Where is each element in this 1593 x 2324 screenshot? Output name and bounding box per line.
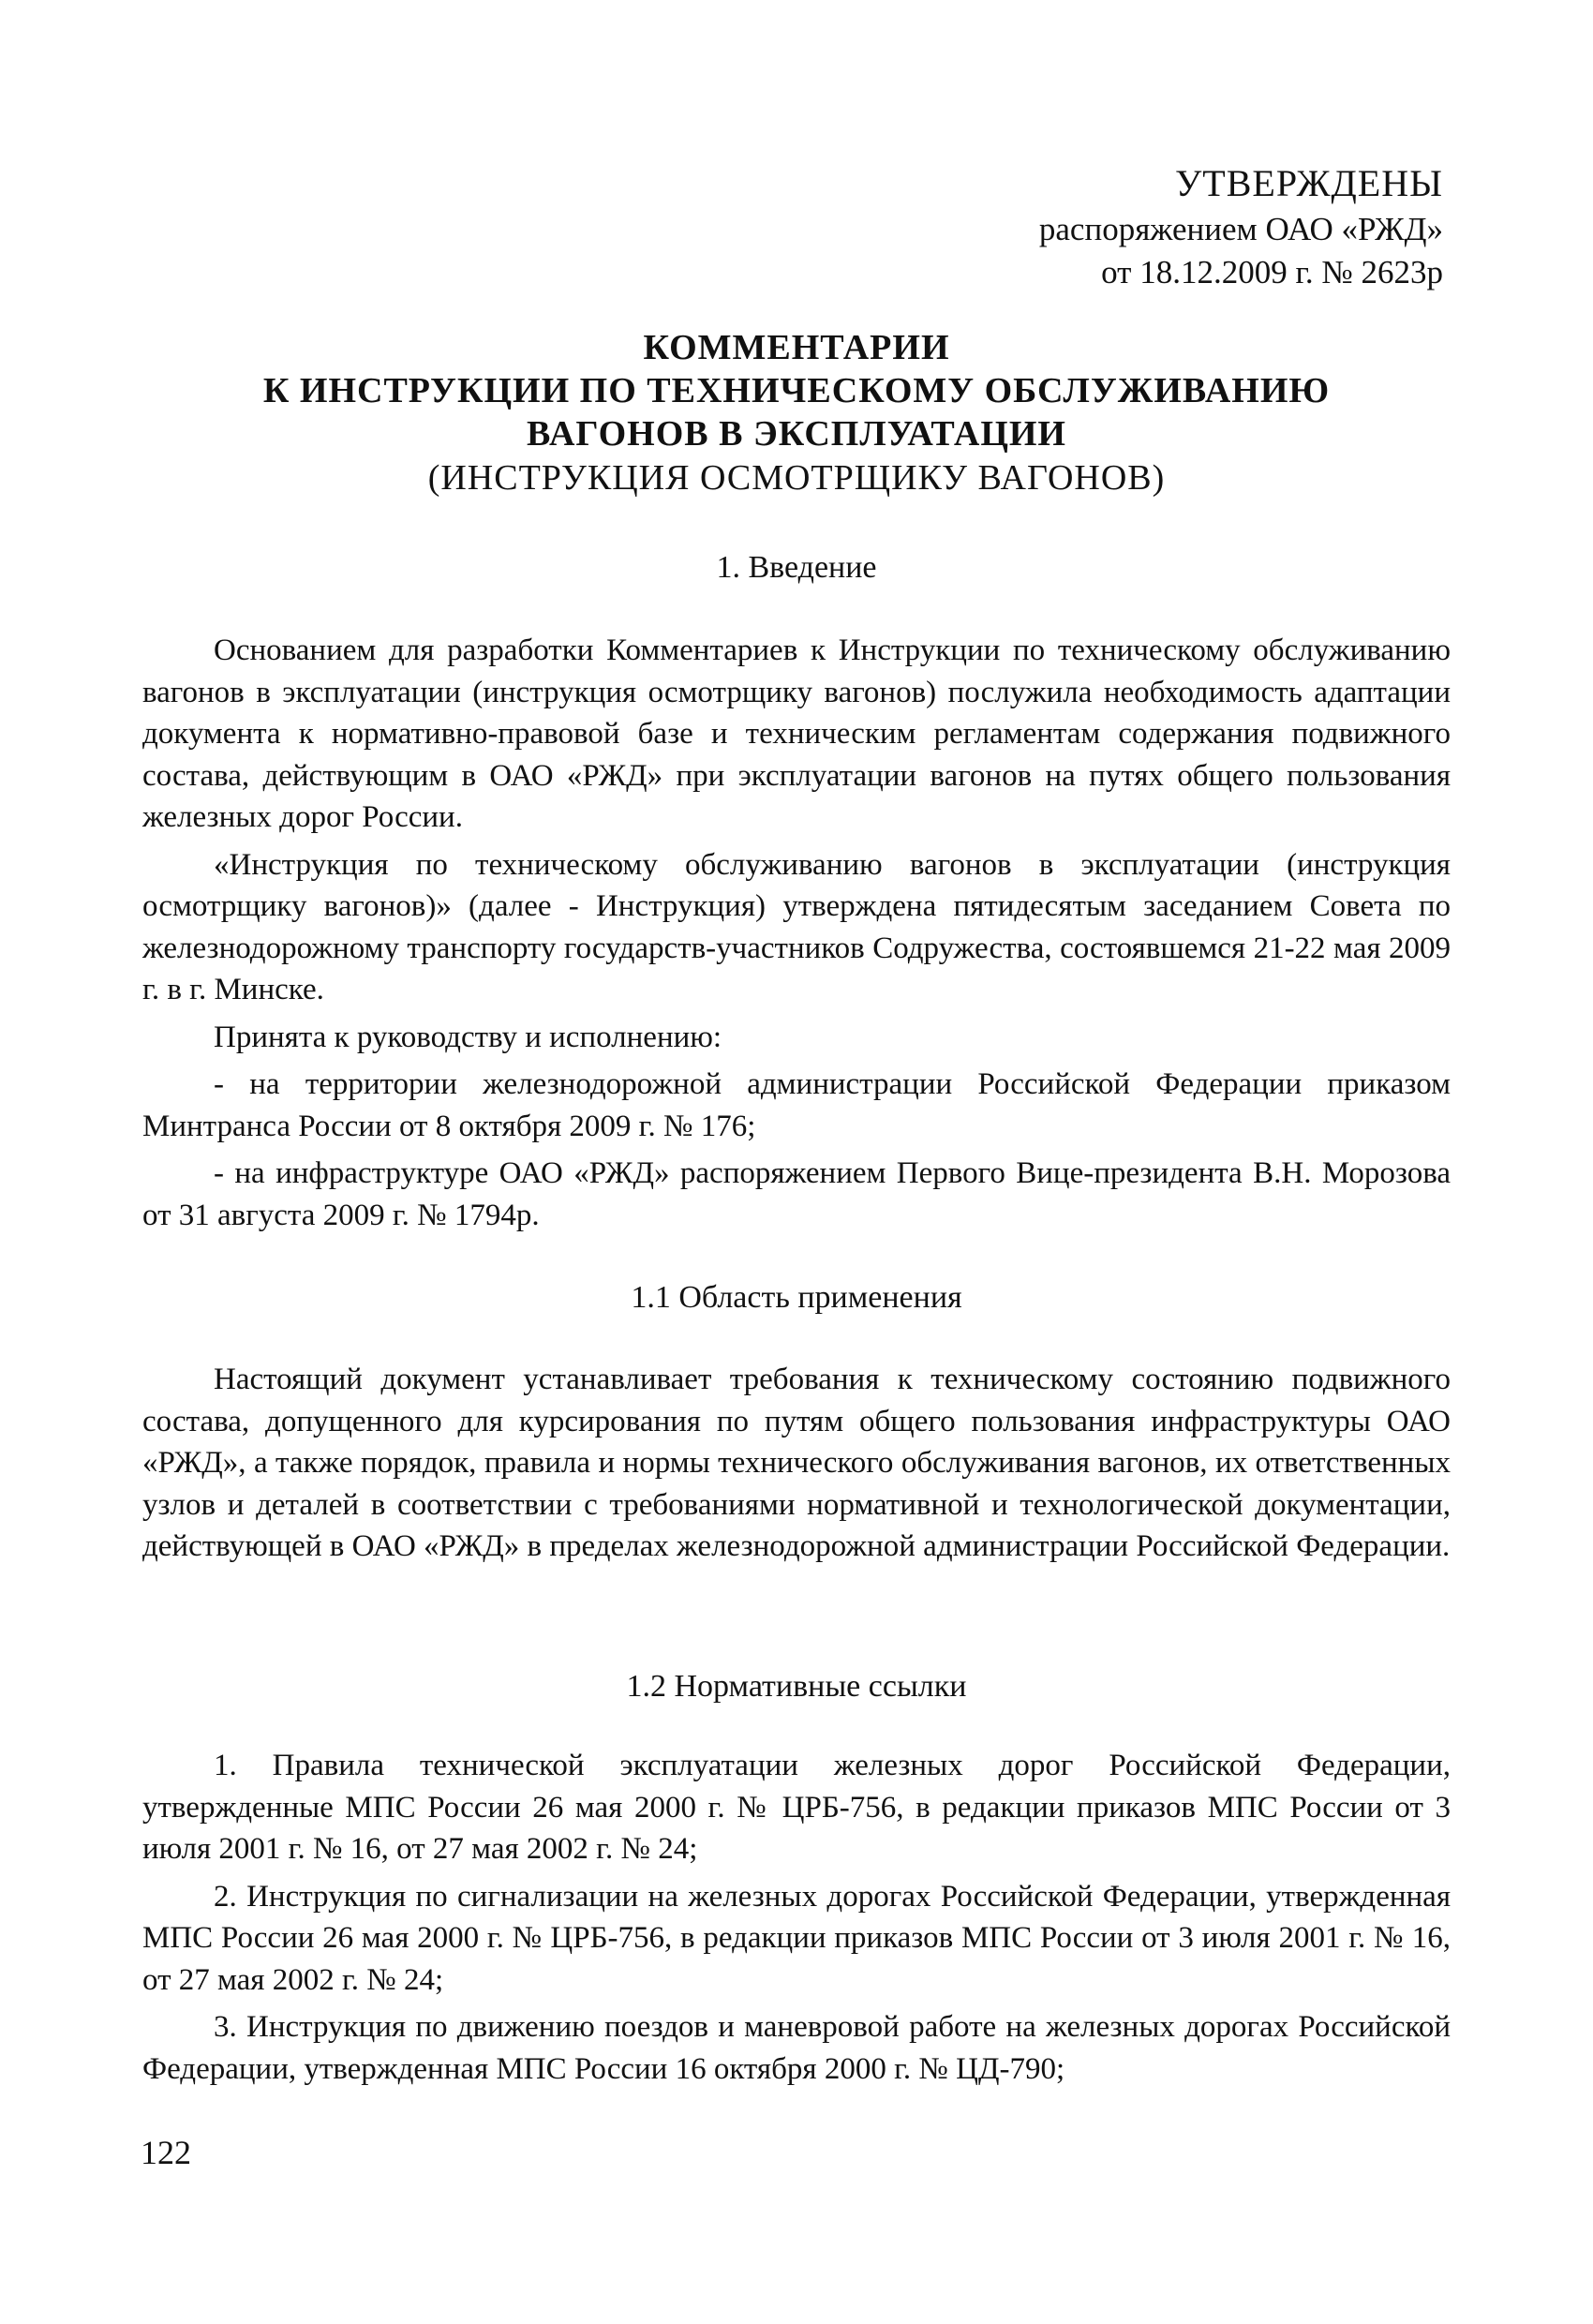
approval-stamp <box>1039 159 1443 294</box>
section-heading-references: 1.2 Нормативные ссылки <box>626 1669 967 1704</box>
paragraph: - на инфраструктуре ОАО «РЖД» распоряжением Первого Вице-президента В.Н. Морозова от 31 августа 2009 г. № 1794р. <box>142 1156 1451 1232</box>
section-heading-scope: 1.1 Область применения <box>631 1280 962 1315</box>
page-number: 122 <box>141 2134 191 2171</box>
paragraph: «Инструкция по техническому обслуживанию вагонов в эксплуатации (инструкция осмотрщику вагонов)» (далее - Инструкция) утверждена пятидесятым заседанием Совета по железнодорожному транспорту государств-участников Содружества, состоявшемся 21-22 мая 2009 г. в г. Минске. <box>142 847 1451 1006</box>
section-heading-introduction: 1. Введение <box>716 550 877 585</box>
reference-item: 2. Инструкция по сигнализации на железных дорогах Российской Федерации, утвержденная МПС России 26 мая 2000 г. № ЦРБ-756, в редакции приказов МПС России от 3 июля 2001 г. № 16, от 27 мая 2002 г. № 24; <box>142 1879 1451 1997</box>
section-references-body <box>142 1745 1451 2095</box>
title-line-1: КОММЕНТАРИИ <box>643 328 950 367</box>
approval-order: распоряжением ОАО «РЖД» <box>1038 211 1443 247</box>
reference-item: 3. Инструкция по движению поездов и маневровой работе на железных дорогах Российской Федерации, утвержденная МПС России 16 октября 2000 г. № ЦД-790; <box>142 2010 1451 2086</box>
paragraph: - на территории железнодорожной администрации Российской Федерации приказом Минтранса России от 8 октября 2009 г. № 176; <box>142 1067 1451 1143</box>
title-line-3: ВАГОНОВ В ЭКСПЛУАТАЦИИ <box>527 414 1066 454</box>
section-scope-body <box>142 1359 1451 1573</box>
section-introduction-body <box>142 630 1451 1242</box>
paragraph: Принята к руководству и исполнению: <box>214 1020 722 1054</box>
title-line-4: (ИНСТРУКЦИЯ ОСМОТРЩИКУ ВАГОНОВ) <box>427 458 1166 498</box>
approval-date: от 18.12.2009 г. № 2623р <box>1101 254 1443 290</box>
paragraph: Настоящий документ устанавливает требования к техническому состоянию подвижного состава, допущенного для курсирования по путям общего пользования инфраструктуры ОАО «РЖД», а также порядок, правила и нормы технического обслуживания вагонов, их ответственных узлов и деталей в соответствии с требованиями нормативной и технологической документации, действующей в ОАО «РЖД» в пределах железнодорожной администрации Российской Федерации. <box>142 1363 1451 1563</box>
approval-title: УТВЕРЖДЕНЫ <box>1174 162 1443 204</box>
document-title <box>141 326 1452 500</box>
reference-item: 1. Правила технической эксплуатации железных дорог Российской Федерации, утвержденные МПС России 26 мая 2000 г. № ЦРБ-756, в редакции приказов МПС России от 3 июля 2001 г. № 16, от 27 мая 2002 г. № 24; <box>142 1749 1451 1866</box>
title-line-2: К ИНСТРУКЦИИ ПО ТЕХНИЧЕСКОМУ ОБСЛУЖИВАНИЮ <box>262 371 1331 410</box>
paragraph: Основанием для разработки Комментариев к Инструкции по техническому обслуживанию вагонов в эксплуатации (инструкция осмотрщику вагонов) послужила необходимость адаптации документа к нормативно-правовой базе и техническим регламентам содержания подвижного состава, действующим в ОАО «РЖД» при эксплуатации вагонов на путях общего пользования железных дорог России. <box>142 633 1451 834</box>
